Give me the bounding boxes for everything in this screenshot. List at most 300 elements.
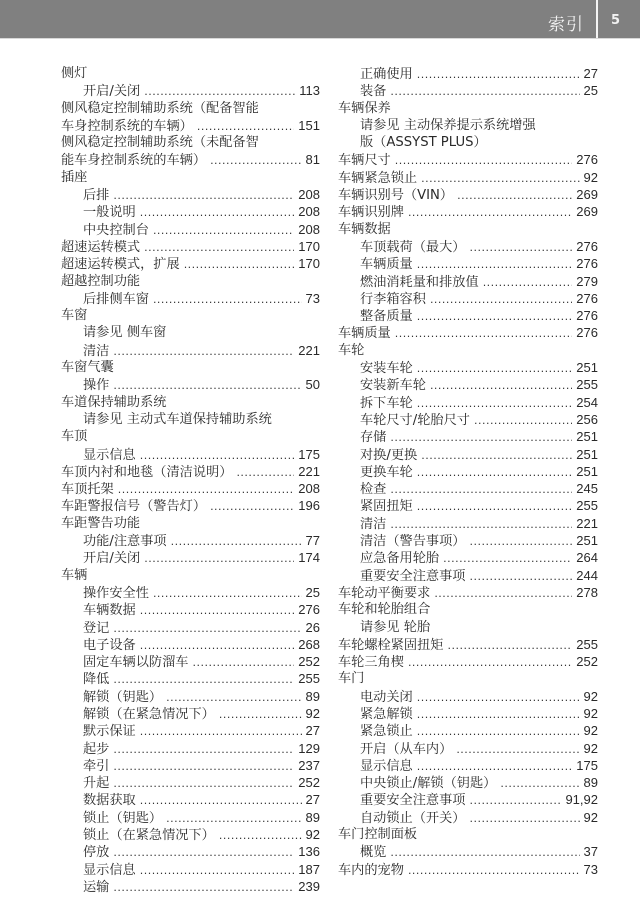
page-reference[interactable]: 27 bbox=[305, 723, 320, 739]
index-entry bbox=[338, 670, 598, 687]
entry-label: 车轮三角楔 bbox=[338, 655, 404, 671]
index-subentry bbox=[338, 307, 598, 324]
page-reference[interactable]: 269 bbox=[576, 187, 598, 203]
page-reference[interactable]: 245 bbox=[576, 481, 598, 497]
dot-leader bbox=[140, 723, 302, 739]
dot-leader bbox=[113, 879, 294, 895]
entry-label: 开启/关闭 bbox=[83, 551, 141, 567]
index-subentry bbox=[338, 549, 598, 566]
index-entry bbox=[61, 238, 320, 255]
entry-label: 车门 bbox=[338, 671, 365, 687]
page-reference[interactable]: 89 bbox=[305, 809, 320, 825]
index-subentry bbox=[338, 290, 598, 307]
dot-leader bbox=[140, 602, 295, 618]
index-subentry bbox=[61, 636, 320, 653]
page-reference[interactable]: 136 bbox=[298, 844, 320, 860]
entry-label: 正确使用 bbox=[360, 67, 413, 82]
page-reference[interactable]: 256 bbox=[576, 411, 598, 427]
page-reference[interactable]: 151 bbox=[298, 117, 320, 133]
index-subentry bbox=[338, 446, 598, 463]
entry-label: 解锁（钥匙） bbox=[83, 689, 163, 705]
dot-leader bbox=[193, 654, 295, 670]
entry-label: 对换/更换 bbox=[360, 447, 418, 463]
entry-label: 车轮和轮胎组合 bbox=[338, 602, 431, 618]
page-reference[interactable]: 276 bbox=[298, 602, 320, 618]
index-subentry bbox=[61, 619, 320, 636]
entry-label: 超越控制功能 bbox=[61, 273, 141, 289]
page-reference[interactable]: 26 bbox=[305, 619, 320, 635]
index-entry bbox=[61, 134, 320, 151]
page-reference[interactable]: 208 bbox=[298, 204, 320, 220]
index-subentry bbox=[61, 757, 320, 774]
index-entry bbox=[61, 515, 320, 532]
index-subentry bbox=[61, 584, 320, 601]
index-subentry bbox=[338, 117, 598, 134]
index-subentry bbox=[61, 186, 320, 203]
page-reference[interactable]: 276 bbox=[576, 238, 598, 254]
page-reference[interactable]: 113 bbox=[299, 83, 320, 99]
dot-leader bbox=[390, 481, 572, 497]
entry-label: 请参见 主动式车道保持辅助系统 bbox=[83, 411, 272, 427]
index-subentry bbox=[338, 567, 598, 584]
dot-leader bbox=[448, 637, 573, 653]
page-reference[interactable]: 208 bbox=[298, 221, 320, 237]
index-subentry bbox=[338, 359, 598, 376]
entry-label: 车辆尺寸 bbox=[338, 153, 391, 169]
entry-label: 侧风稳定控制辅助系统（配备智能 bbox=[61, 100, 259, 116]
index-entry bbox=[61, 463, 320, 480]
index-subentry bbox=[338, 532, 598, 549]
dot-leader bbox=[140, 447, 295, 463]
page-reference[interactable]: 92 bbox=[583, 705, 598, 721]
entry-label: 后排 bbox=[83, 188, 110, 204]
index-subentry bbox=[61, 376, 320, 393]
dot-leader bbox=[166, 689, 301, 705]
entry-label: 车窗气囊 bbox=[61, 360, 114, 376]
index-column-right bbox=[338, 65, 598, 878]
page-reference[interactable]: 92 bbox=[583, 809, 598, 825]
index-entry bbox=[61, 480, 320, 497]
page-reference[interactable]: 196 bbox=[298, 498, 320, 514]
entry-label: 概览 bbox=[360, 845, 387, 861]
page-reference[interactable]: 129 bbox=[298, 740, 320, 756]
page-reference[interactable]: 92 bbox=[305, 705, 320, 721]
entry-label: 功能/注意事项 bbox=[83, 534, 167, 550]
dot-leader bbox=[113, 620, 301, 636]
page-reference[interactable]: 187 bbox=[298, 861, 320, 877]
dot-leader bbox=[118, 481, 295, 497]
index-subentry bbox=[61, 740, 320, 757]
page-reference[interactable]: 208 bbox=[298, 481, 320, 497]
dot-leader bbox=[417, 464, 573, 480]
page-reference[interactable]: 276 bbox=[576, 152, 598, 168]
entry-label: 开启/关闭 bbox=[83, 84, 141, 100]
index-entry bbox=[338, 221, 598, 238]
dot-leader bbox=[408, 862, 580, 878]
dot-leader bbox=[153, 222, 294, 238]
index-subentry bbox=[61, 809, 320, 826]
index-subentry bbox=[61, 290, 320, 307]
entry-label: 清洁 bbox=[83, 343, 110, 359]
dot-leader bbox=[166, 810, 301, 826]
page-reference[interactable]: 174 bbox=[298, 550, 320, 566]
dot-leader bbox=[184, 256, 295, 272]
index-subentry bbox=[338, 411, 598, 428]
index-subentry bbox=[61, 688, 320, 705]
entry-label: 紧固扭矩 bbox=[360, 499, 413, 515]
page-reference[interactable]: 268 bbox=[298, 636, 320, 652]
index-subentry bbox=[61, 774, 320, 791]
index-subentry bbox=[338, 497, 598, 514]
entry-label: 重要安全注意事项 bbox=[360, 568, 466, 584]
index-subentry bbox=[338, 65, 598, 82]
page-reference[interactable]: 279 bbox=[576, 273, 598, 289]
entry-label: 车辆识别牌 bbox=[338, 205, 404, 221]
entry-label: 燃油消耗量和排放值 bbox=[360, 274, 479, 290]
index-subentry bbox=[338, 688, 598, 705]
dot-leader bbox=[470, 568, 573, 584]
dot-leader bbox=[113, 187, 294, 203]
entry-label: 安装新车轮 bbox=[360, 378, 426, 394]
index-subentry bbox=[61, 324, 320, 341]
page-reference[interactable]: 92 bbox=[305, 827, 320, 843]
page-reference[interactable]: 251 bbox=[576, 429, 598, 445]
index-subentry bbox=[338, 722, 598, 739]
dot-leader bbox=[483, 274, 573, 290]
entry-label: 运输 bbox=[83, 879, 110, 895]
page-reference[interactable]: 175 bbox=[576, 757, 598, 773]
entry-label: 电子设备 bbox=[83, 637, 136, 653]
dot-leader bbox=[113, 741, 294, 757]
entry-label: 行李箱容积 bbox=[360, 291, 426, 307]
page-reference[interactable]: 92 bbox=[583, 740, 598, 756]
page-reference[interactable]: 276 bbox=[576, 325, 598, 341]
index-entry bbox=[338, 342, 598, 359]
index-subentry bbox=[61, 203, 320, 220]
index-subentry bbox=[61, 705, 320, 722]
dot-leader bbox=[500, 775, 579, 791]
dot-leader bbox=[140, 792, 302, 808]
page-reference[interactable]: 251 bbox=[576, 446, 598, 462]
index-subentry bbox=[338, 238, 598, 255]
entry-label: 默示保证 bbox=[83, 724, 136, 740]
entry-label: 后排侧车窗 bbox=[83, 291, 149, 307]
entry-label: 车轮 bbox=[338, 342, 365, 358]
entry-label: 升起 bbox=[83, 776, 110, 792]
entry-label: 显示信息 bbox=[360, 758, 413, 774]
entry-label: 拆下车轮 bbox=[360, 395, 413, 411]
index-subentry bbox=[61, 861, 320, 878]
page-reference[interactable]: 251 bbox=[576, 360, 598, 376]
index-entry bbox=[338, 861, 598, 878]
index-entry bbox=[338, 169, 598, 186]
entry-label: 锁止（钥匙） bbox=[83, 810, 163, 826]
entry-label: 车辆识别号（VIN） bbox=[338, 188, 454, 204]
entry-label: 重要安全注意事项 bbox=[360, 793, 466, 809]
page-reference[interactable]: 255 bbox=[576, 636, 598, 652]
entry-label: 操作安全性 bbox=[83, 585, 149, 601]
index-subentry bbox=[338, 394, 598, 411]
page-reference[interactable]: 77 bbox=[305, 533, 320, 549]
index-entry bbox=[338, 653, 598, 670]
entry-label: 固定车辆以防溜车 bbox=[83, 655, 189, 671]
page-reference[interactable]: 170 bbox=[298, 256, 320, 272]
dot-leader bbox=[113, 343, 294, 359]
page-reference[interactable]: 276 bbox=[576, 256, 598, 272]
dot-leader bbox=[140, 637, 295, 653]
index-subentry bbox=[61, 653, 320, 670]
index-subentry bbox=[61, 826, 320, 843]
entry-label: 解锁（在紧急情况下） bbox=[83, 706, 215, 722]
index-subentry bbox=[61, 532, 320, 549]
entry-label: 请参见 轮胎 bbox=[360, 619, 431, 635]
entry-label: 降低 bbox=[83, 672, 110, 688]
page-reference[interactable]: 91,92 bbox=[565, 792, 598, 808]
page-reference[interactable]: 27 bbox=[583, 66, 598, 81]
index-entry bbox=[61, 307, 320, 324]
page-reference[interactable]: 251 bbox=[576, 533, 598, 549]
page-reference[interactable]: 252 bbox=[298, 775, 320, 791]
index-subentry bbox=[61, 722, 320, 739]
page-reference[interactable]: 255 bbox=[298, 671, 320, 687]
dot-leader bbox=[417, 66, 580, 82]
index-subentry bbox=[338, 791, 598, 808]
index-entry bbox=[61, 428, 320, 445]
index-subentry bbox=[338, 809, 598, 826]
entry-label: 牵引 bbox=[83, 758, 110, 774]
dot-leader bbox=[144, 239, 294, 255]
entry-label: 车内的宠物 bbox=[338, 862, 404, 878]
page-number: 5 bbox=[611, 13, 621, 28]
index-entry bbox=[61, 394, 320, 411]
index-subentry bbox=[61, 82, 320, 99]
index-subentry bbox=[338, 134, 598, 151]
page-reference[interactable]: 73 bbox=[583, 861, 598, 877]
index-entry bbox=[61, 117, 320, 134]
page-reference[interactable]: 251 bbox=[576, 463, 598, 479]
dot-leader bbox=[113, 671, 294, 687]
dot-leader bbox=[390, 516, 572, 532]
page-reference[interactable]: 37 bbox=[583, 844, 598, 860]
page-reference[interactable]: 237 bbox=[298, 757, 320, 773]
index-subentry bbox=[338, 757, 598, 774]
page-reference[interactable]: 244 bbox=[576, 567, 598, 583]
page-reference[interactable]: 89 bbox=[583, 775, 598, 791]
page-reference[interactable]: 81 bbox=[305, 152, 320, 168]
page-reference[interactable]: 208 bbox=[298, 187, 320, 203]
page-reference[interactable]: 73 bbox=[305, 290, 320, 306]
dot-leader bbox=[421, 447, 572, 463]
page-reference[interactable]: 276 bbox=[576, 308, 598, 324]
entry-label: 更换车轮 bbox=[360, 464, 413, 480]
dot-leader bbox=[417, 256, 573, 272]
index-entry bbox=[61, 359, 320, 376]
index-entry bbox=[61, 497, 320, 514]
entry-label: 请参见 侧车窗 bbox=[83, 325, 167, 341]
entry-label: 车辆质量 bbox=[360, 257, 413, 273]
dot-leader bbox=[113, 758, 294, 774]
entry-label: 检查 bbox=[360, 482, 387, 498]
index-column-left bbox=[61, 65, 320, 895]
entry-label: 自动锁止（开关） bbox=[360, 810, 466, 826]
entry-label: 车顶托架 bbox=[61, 482, 114, 498]
page-reference[interactable]: 89 bbox=[305, 688, 320, 704]
dot-leader bbox=[443, 550, 572, 566]
dot-leader bbox=[470, 533, 573, 549]
dot-leader bbox=[456, 741, 579, 757]
entry-label: 车辆保养 bbox=[338, 100, 391, 116]
dot-leader bbox=[113, 844, 294, 860]
entry-label: 超速运转模式 bbox=[61, 239, 141, 255]
section-title: 索引 bbox=[548, 15, 584, 35]
page-reference[interactable]: 252 bbox=[298, 654, 320, 670]
index-subentry bbox=[61, 878, 320, 895]
dot-leader bbox=[140, 862, 295, 878]
index-subentry bbox=[61, 670, 320, 687]
dot-leader bbox=[197, 118, 294, 134]
dot-leader bbox=[113, 377, 301, 393]
entry-label: 中央锁止/解锁（钥匙） bbox=[360, 776, 497, 792]
dot-leader bbox=[417, 498, 573, 514]
entry-label: 版（ASSYST PLUS） bbox=[360, 135, 487, 151]
page-reference[interactable]: 255 bbox=[576, 377, 598, 393]
page-reference[interactable]: 264 bbox=[576, 550, 598, 566]
index-subentry bbox=[61, 601, 320, 618]
entry-label: 车距警报信号（警告灯） bbox=[61, 499, 207, 515]
entry-label: 车轮螺栓紧固扭矩 bbox=[338, 637, 444, 653]
index-subentry bbox=[338, 774, 598, 791]
entry-label: 车辆 bbox=[61, 567, 88, 583]
index-subentry bbox=[61, 843, 320, 860]
page-header bbox=[0, 0, 640, 39]
dot-leader bbox=[417, 308, 573, 324]
index-subentry bbox=[338, 480, 598, 497]
entry-label: 车窗 bbox=[61, 308, 88, 324]
page-reference[interactable]: 221 bbox=[576, 515, 598, 531]
index-subentry bbox=[338, 376, 598, 393]
entry-label: 数据获取 bbox=[83, 793, 136, 809]
entry-label: 起步 bbox=[83, 741, 110, 757]
index-entry bbox=[338, 100, 598, 117]
page-reference[interactable]: 254 bbox=[576, 394, 598, 410]
entry-label: 装备 bbox=[360, 84, 387, 100]
entry-label: 车道保持辅助系统 bbox=[61, 394, 167, 410]
dot-leader bbox=[417, 706, 580, 722]
index-entry bbox=[338, 203, 598, 220]
page-reference[interactable]: 170 bbox=[298, 238, 320, 254]
dot-leader bbox=[390, 83, 579, 99]
page-reference[interactable]: 25 bbox=[305, 584, 320, 600]
dot-leader bbox=[153, 585, 302, 601]
entry-label: 登记 bbox=[83, 620, 110, 636]
dot-leader bbox=[408, 204, 572, 220]
entry-label: 清洁（警告事项） bbox=[360, 534, 466, 550]
entry-label: 车距警告功能 bbox=[61, 515, 141, 531]
index-subentry bbox=[61, 221, 320, 238]
index-entry bbox=[61, 65, 320, 82]
dot-leader bbox=[434, 585, 572, 601]
dot-leader bbox=[395, 325, 573, 341]
dot-leader bbox=[430, 291, 572, 307]
page-reference[interactable]: 25 bbox=[583, 83, 598, 99]
entry-label: 车身控制系统的车辆） bbox=[61, 118, 193, 134]
index-entry bbox=[338, 324, 598, 341]
dot-leader bbox=[470, 792, 562, 808]
entry-label: 电动关闭 bbox=[360, 689, 413, 705]
index-entry bbox=[338, 584, 598, 601]
entry-label: 车轮尺寸/轮胎尺寸 bbox=[360, 412, 470, 428]
entry-label: 超速运转模式，扩展 bbox=[61, 257, 180, 273]
dot-leader bbox=[219, 706, 302, 722]
dot-leader bbox=[390, 844, 579, 860]
page-reference[interactable]: 221 bbox=[298, 342, 320, 358]
entry-label: 车辆数据 bbox=[338, 221, 391, 237]
index-subentry bbox=[338, 705, 598, 722]
entry-label: 显示信息 bbox=[83, 862, 136, 878]
page-reference[interactable]: 92 bbox=[583, 169, 598, 185]
index-entry bbox=[338, 826, 598, 843]
dot-leader bbox=[417, 395, 573, 411]
entry-label: 侧灯 bbox=[61, 66, 88, 81]
page-reference[interactable]: 278 bbox=[576, 584, 598, 600]
index-subentry bbox=[61, 411, 320, 428]
index-subentry bbox=[338, 273, 598, 290]
page-reference[interactable]: 239 bbox=[298, 878, 320, 894]
dot-leader bbox=[219, 827, 302, 843]
entry-label: 车顶载荷（最大） bbox=[360, 239, 466, 255]
entry-label: 停放 bbox=[83, 845, 110, 861]
index-subentry bbox=[338, 463, 598, 480]
index-entry bbox=[61, 151, 320, 168]
entry-label: 车辆质量 bbox=[338, 326, 391, 342]
index-subentry bbox=[338, 515, 598, 532]
entry-label: 中央控制台 bbox=[83, 222, 149, 238]
page-reference[interactable]: 175 bbox=[298, 446, 320, 462]
entry-label: 请参见 主动保养提示系统增强 bbox=[360, 117, 536, 133]
entry-label: 紧急锁止 bbox=[360, 724, 413, 740]
entry-label: 整备质量 bbox=[360, 309, 413, 325]
page-reference[interactable]: 92 bbox=[583, 723, 598, 739]
index-entry bbox=[338, 601, 598, 618]
page-reference[interactable]: 276 bbox=[576, 290, 598, 306]
index-subentry bbox=[61, 342, 320, 359]
index-entry bbox=[61, 255, 320, 272]
dot-leader bbox=[144, 550, 294, 566]
entry-label: 清洁 bbox=[360, 516, 387, 532]
page-reference[interactable]: 27 bbox=[305, 792, 320, 808]
dot-leader bbox=[417, 689, 580, 705]
index-entry bbox=[338, 186, 598, 203]
page-reference[interactable]: 92 bbox=[583, 688, 598, 704]
index-subentry bbox=[61, 549, 320, 566]
index-subentry bbox=[61, 446, 320, 463]
page-reference[interactable]: 255 bbox=[576, 498, 598, 514]
dot-leader bbox=[474, 412, 572, 428]
page-reference[interactable]: 50 bbox=[305, 377, 320, 393]
index-subentry bbox=[338, 619, 598, 636]
entry-label: 车顶 bbox=[61, 429, 88, 445]
header-divider bbox=[596, 0, 598, 38]
entry-label: 操作 bbox=[83, 378, 110, 394]
entry-label: 锁止（在紧急情况下） bbox=[83, 828, 215, 844]
page-reference[interactable]: 252 bbox=[576, 654, 598, 670]
page-reference[interactable]: 221 bbox=[298, 463, 320, 479]
page-reference[interactable]: 269 bbox=[576, 204, 598, 220]
entry-label: 显示信息 bbox=[83, 447, 136, 463]
entry-label: 侧风稳定控制辅助系统（未配备智 bbox=[61, 135, 259, 151]
dot-leader bbox=[153, 291, 302, 307]
dot-leader bbox=[470, 239, 573, 255]
